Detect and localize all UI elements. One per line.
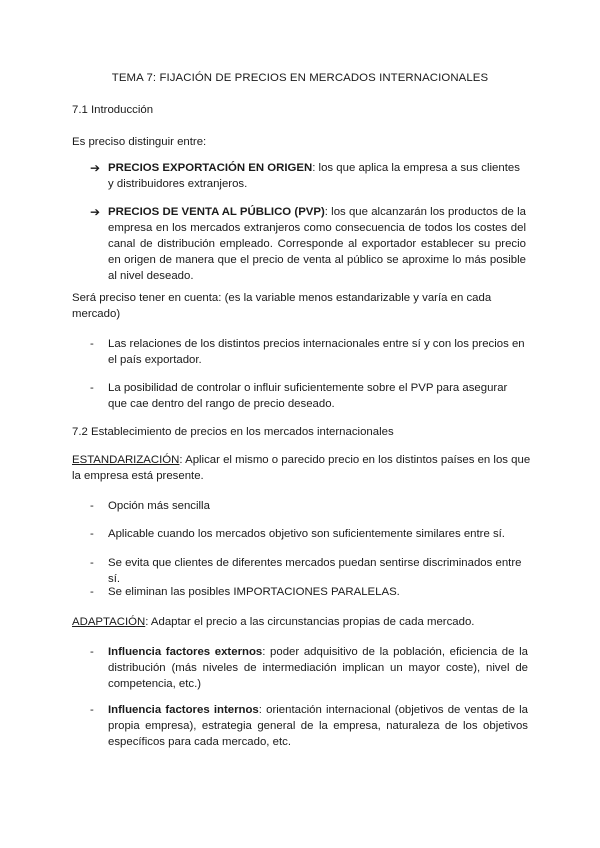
list-item: Las relaciones de los distintos precios internacionales entre sí y con los precios en el país exportador.	[108, 338, 525, 366]
dash-bullet: -	[90, 500, 94, 512]
section-heading-introduction: 7.1 Introducción	[72, 104, 154, 116]
price-type-retail-pvp	[108, 204, 526, 284]
term-label: Influencia factores internos	[108, 704, 259, 716]
list-item-external-factors	[108, 644, 528, 692]
dash-bullet: -	[90, 586, 94, 598]
standardization-paragraph	[72, 452, 532, 484]
standardization-label: ESTANDARIZACIÓN	[72, 454, 180, 466]
dash-bullet: -	[90, 338, 94, 350]
list-item: Aplicable cuando los mercados objetivo son suficientemente similares entre sí.	[108, 528, 505, 540]
section-heading-pricing: 7.2 Establecimiento de precios en los mercados internacionales	[72, 426, 394, 438]
term-description: : poder adquisitivo de la población, eficiencia de la distribución (más niveles de intermediación implican un mayor coste), nivel de competencia, etc.)	[108, 646, 528, 690]
adaptation-text: : Adaptar el precio a las circunstancias propias de cada mercado.	[145, 616, 475, 628]
term-label: PRECIOS EXPORTACIÓN EN ORIGEN	[108, 162, 313, 174]
adaptation-label: ADAPTACIÓN	[72, 616, 146, 628]
document-title: TEMA 7: FIJACIÓN DE PRECIOS EN MERCADOS INTERNACIONALES	[111, 72, 489, 84]
arrow-bullet-icon: ➔	[90, 161, 101, 175]
intro-paragraph: Es preciso distinguir entre:	[72, 136, 207, 148]
list-item: Opción más sencilla	[108, 500, 210, 512]
term-description: : los que aplica la empresa a sus clientes y distribuidores extranjeros.	[108, 162, 520, 190]
adaptation-paragraph	[72, 614, 532, 630]
list-item: Se evita que clientes de diferentes mercados puedan sentirse discriminados entre sí.	[108, 557, 522, 585]
dash-bullet: -	[90, 557, 94, 569]
standardization-text: : Aplicar el mismo o parecido precio en los distintos países en los que la empresa está presente.	[72, 454, 531, 482]
dash-bullet: -	[90, 704, 94, 716]
list-item-internal-factors	[108, 702, 528, 750]
term-description: : los que alcanzarán los productos de la empresa en los mercados extranjeros como consecuencia de todos los costes del canal de distribución empleado. Corresponde al exportador establecer su precio en origen de manera que el precio de venta al público se aproxime lo más posible al nivel deseado.	[108, 206, 526, 282]
arrow-bullet-icon: ➔	[90, 205, 101, 219]
dash-bullet: -	[90, 382, 94, 394]
dash-bullet: -	[90, 646, 94, 658]
term-description: : orientación internacional (objetivos de ventas de la propia empresa), estrategia general de la empresa, naturaleza de los objetivos específicos para cada mercado, etc.	[108, 704, 529, 748]
dash-bullet: -	[90, 528, 94, 540]
consider-paragraph: Será preciso tener en cuenta: (es la variable menos estandarizable y varía en cada mercado)	[72, 292, 492, 320]
term-label: PRECIOS DE VENTA AL PÚBLICO (PVP)	[108, 206, 325, 218]
list-item: Se eliminan las posibles IMPORTACIONES PARALELAS.	[108, 586, 400, 598]
term-label: Influencia factores externos	[108, 646, 263, 658]
price-type-export-origin	[108, 160, 526, 192]
list-item: La posibilidad de controlar o influir suficientemente sobre el PVP para asegurar que cae dentro del rango de precio deseado.	[108, 382, 508, 410]
